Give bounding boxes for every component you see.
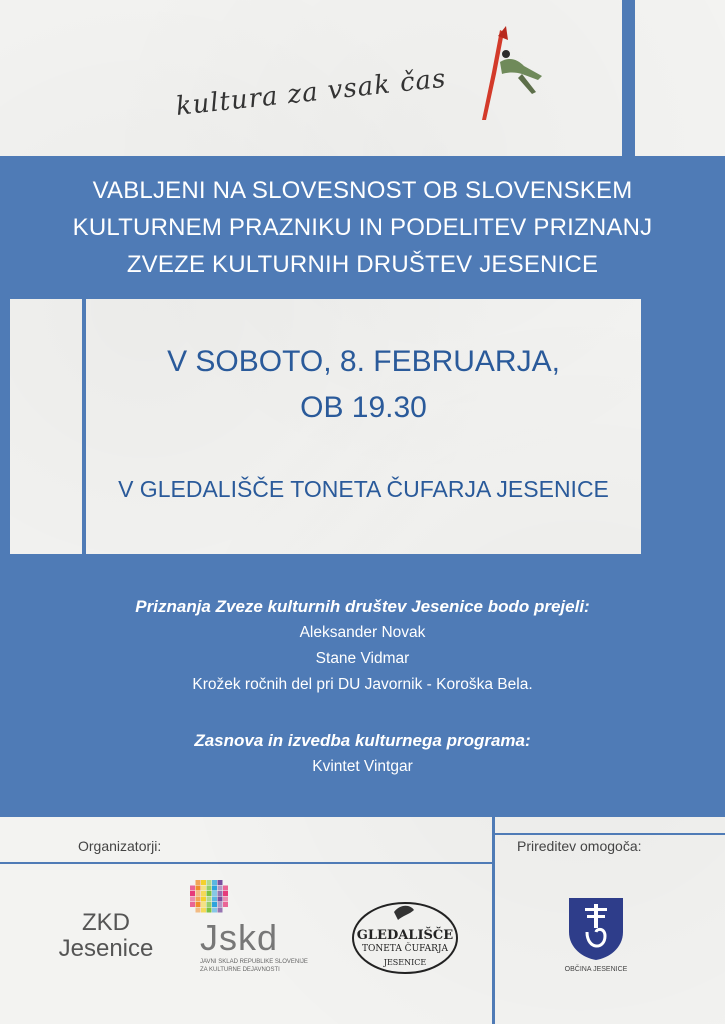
jskd-pixel-logo-icon [190,880,320,920]
event-time: OB 19.30 [300,391,427,424]
recipient-3: Krožek ročnih del pri DU Javornik - Koroška Bela. [192,676,533,693]
recipient-1: Aleksander Novak [299,624,426,641]
obcina-caption: OBČINA JESENICE [564,966,628,973]
event-date-line-1: V SOBOTO, 8. FEBRUARJA, [167,345,560,378]
headline [0,172,725,283]
zkd-line-2: Jesenice [58,935,154,962]
obcina-crest-icon [567,896,625,962]
right-side-block [641,299,725,554]
jskd-subtitle-line-2: ZA KULTURNE DEJAVNOSTI [200,967,280,973]
gledalisce-city: JESENICE [383,958,427,967]
top-right-strip [622,0,635,156]
awards-heading: Priznanja Zveze kulturnih društev Jesenice bodo prejeli: [135,597,590,616]
left-side-block [0,299,10,554]
slogan-script: kultura za vsak čas [174,63,448,122]
headline-line-3: ZVEZE KULTURNIH DRUŠTEV JESENICE [126,251,599,278]
jskd-wordmark: Jskd [200,917,279,958]
organizers-underline [0,862,492,864]
jskd-subtitle [200,958,330,974]
program-heading: Zasnova in izvedba kulturnega programa: [194,731,531,750]
awards-section [0,594,725,780]
gledalisce-subtitle: TONETA ČUFARJA [361,944,448,954]
gledalisce-title: GLEDALIŠČE [356,928,454,943]
sponsor-underline [495,833,725,835]
event-venue: V GLEDALIŠČE TONETA ČUFARJA JESENICE [118,476,609,502]
recipient-2: Stane Vidmar [315,650,410,667]
jskd-subtitle-line-1: JAVNI SKLAD REPUBLIKE SLOVENIJE [200,959,308,965]
headline-line-2: KULTURNEM PRAZNIKU IN PODELITEV PRIZNANJ [72,214,653,241]
program-performer: Kvintet Vintgar [312,758,413,775]
event-date [86,339,641,431]
footer-vertical-divider [492,817,495,1024]
zkd-line-1: ZKD [82,909,130,936]
headline-line-1: VABLJENI NA SLOVESNOST OB SLOVENSKEM [92,177,633,204]
sponsor-label: Prireditev omogoča: [517,838,642,854]
organizers-label: Organizatorji: [78,838,162,854]
dancer-figure-icon [462,22,548,122]
zkd-jesenice-logo [50,910,162,962]
